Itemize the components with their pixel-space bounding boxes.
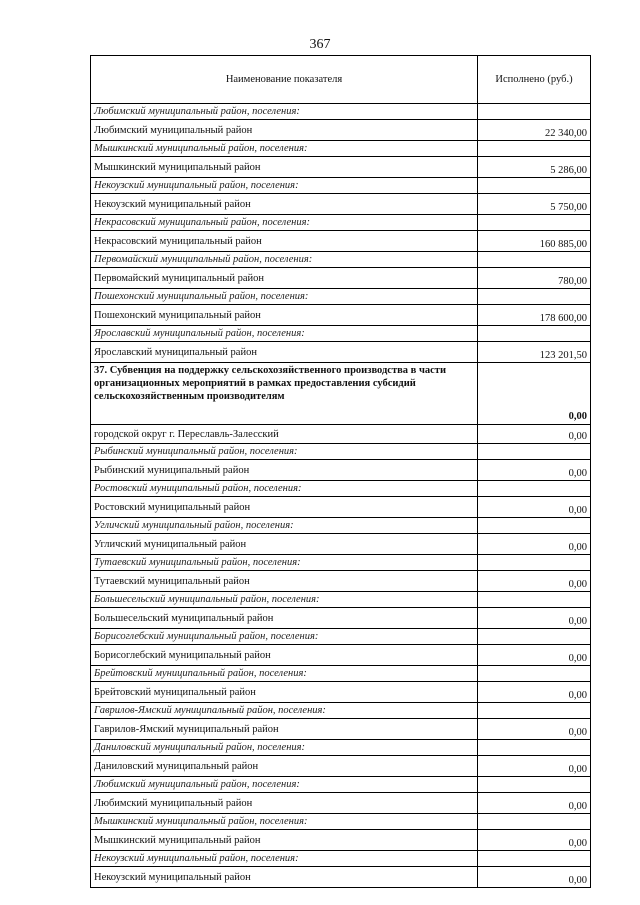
row-value: 0,00 xyxy=(478,608,591,629)
table-body-bottom xyxy=(91,444,591,888)
row-value xyxy=(478,104,591,120)
table-row xyxy=(91,497,591,518)
row-value: 0,00 xyxy=(478,756,591,777)
row-value xyxy=(478,814,591,830)
table-row xyxy=(91,157,591,178)
row-name: Большесельский муниципальный район xyxy=(91,608,478,629)
row-value xyxy=(478,178,591,194)
table-row xyxy=(91,120,591,141)
row-value xyxy=(478,555,591,571)
subheader-row xyxy=(91,252,591,268)
row-value: 0,00 xyxy=(478,571,591,592)
row-name: Угличский муниципальный район xyxy=(91,534,478,555)
row-value: 178 600,00 xyxy=(478,305,591,326)
row-value xyxy=(478,141,591,157)
subheader-row xyxy=(91,629,591,645)
subheader-label: Пошехонский муниципальный район, поселения: xyxy=(91,289,478,305)
section-title: 37. Субвенция на поддержку сельскохозяйственного производства в части организационных мероприятий в рамках предоставления субсидий сельскохозяйственным производителям xyxy=(91,363,478,425)
city-row xyxy=(91,425,591,444)
row-name: Некрасовский муниципальный район xyxy=(91,231,478,252)
row-value xyxy=(478,666,591,682)
row-value xyxy=(478,289,591,305)
section-total: 0,00 xyxy=(478,363,591,425)
row-value xyxy=(478,444,591,460)
subheader-row xyxy=(91,326,591,342)
city-row-value: 0,00 xyxy=(478,425,591,444)
row-value: 0,00 xyxy=(478,534,591,555)
city-row-name: городской округ г. Переславль-Залесский xyxy=(91,425,478,444)
row-value xyxy=(478,252,591,268)
row-value xyxy=(478,215,591,231)
row-name: Брейтовский муниципальный район xyxy=(91,682,478,703)
subheader-row xyxy=(91,740,591,756)
table-row xyxy=(91,534,591,555)
row-value: 0,00 xyxy=(478,719,591,740)
row-name: Тутаевский муниципальный район xyxy=(91,571,478,592)
row-value xyxy=(478,777,591,793)
row-value: 0,00 xyxy=(478,497,591,518)
subheader-row xyxy=(91,814,591,830)
subheader-row xyxy=(91,141,591,157)
subheader-label: Тутаевский муниципальный район, поселения: xyxy=(91,555,478,571)
row-name: Любимский муниципальный район xyxy=(91,793,478,814)
table-row xyxy=(91,830,591,851)
subheader-row xyxy=(91,851,591,867)
subheader-label: Некоузский муниципальный район, поселения: xyxy=(91,851,478,867)
subheader-label: Борисоглебский муниципальный район, поселения: xyxy=(91,629,478,645)
row-value: 5 750,00 xyxy=(478,194,591,215)
row-value xyxy=(478,851,591,867)
row-name: Любимский муниципальный район xyxy=(91,120,478,141)
row-value xyxy=(478,703,591,719)
row-value xyxy=(478,629,591,645)
row-value xyxy=(478,592,591,608)
table-row xyxy=(91,645,591,666)
table-row xyxy=(91,194,591,215)
row-value xyxy=(478,518,591,534)
row-name: Ростовский муниципальный район xyxy=(91,497,478,518)
row-value: 5 286,00 xyxy=(478,157,591,178)
row-name: Борисоглебский муниципальный район xyxy=(91,645,478,666)
row-name: Гаврилов-Ямский муниципальный район xyxy=(91,719,478,740)
row-name: Некоузский муниципальный район xyxy=(91,867,478,888)
table-row xyxy=(91,682,591,703)
subheader-label: Даниловский муниципальный район, поселения: xyxy=(91,740,478,756)
subheader-row xyxy=(91,178,591,194)
subheader-row xyxy=(91,518,591,534)
subheader-label: Мышкинский муниципальный район, поселения: xyxy=(91,141,478,157)
column-header-value: Исполнено (руб.) xyxy=(478,56,591,104)
subheader-label: Большесельский муниципальный район, поселения: xyxy=(91,592,478,608)
row-name: Мышкинский муниципальный район xyxy=(91,157,478,178)
row-value: 22 340,00 xyxy=(478,120,591,141)
table-row xyxy=(91,756,591,777)
row-name: Рыбинский муниципальный район xyxy=(91,460,478,481)
row-value xyxy=(478,326,591,342)
subheader-label: Некрасовский муниципальный район, поселения: xyxy=(91,215,478,231)
table-header-row xyxy=(91,56,591,104)
subheader-label: Первомайский муниципальный район, поселения: xyxy=(91,252,478,268)
subheader-row xyxy=(91,104,591,120)
subheader-row xyxy=(91,289,591,305)
table-row xyxy=(91,231,591,252)
subheader-row xyxy=(91,777,591,793)
row-name: Ярославский муниципальный район xyxy=(91,342,478,363)
column-header-name: Наименование показателя xyxy=(91,56,478,104)
subheader-row xyxy=(91,215,591,231)
row-value: 0,00 xyxy=(478,460,591,481)
row-value xyxy=(478,481,591,497)
table-row xyxy=(91,305,591,326)
subheader-label: Любимский муниципальный район, поселения: xyxy=(91,777,478,793)
row-value: 0,00 xyxy=(478,682,591,703)
section-row xyxy=(91,363,591,425)
subheader-row xyxy=(91,555,591,571)
row-value: 0,00 xyxy=(478,793,591,814)
table-body-top xyxy=(91,104,591,363)
subheader-row xyxy=(91,592,591,608)
table-row xyxy=(91,571,591,592)
table-row xyxy=(91,342,591,363)
row-value: 160 885,00 xyxy=(478,231,591,252)
row-name: Некоузский муниципальный район xyxy=(91,194,478,215)
row-name: Даниловский муниципальный район xyxy=(91,756,478,777)
subheader-row xyxy=(91,703,591,719)
subheader-label: Любимский муниципальный район, поселения: xyxy=(91,104,478,120)
table-body-section xyxy=(91,363,591,444)
table-row xyxy=(91,793,591,814)
row-value: 0,00 xyxy=(478,830,591,851)
row-name: Мышкинский муниципальный район xyxy=(91,830,478,851)
row-name: Пошехонский муниципальный район xyxy=(91,305,478,326)
subheader-label: Рыбинский муниципальный район, поселения: xyxy=(91,444,478,460)
row-value: 0,00 xyxy=(478,867,591,888)
row-value xyxy=(478,740,591,756)
subheader-label: Мышкинский муниципальный район, поселения: xyxy=(91,814,478,830)
subheader-label: Брейтовский муниципальный район, поселения: xyxy=(91,666,478,682)
subheader-label: Некоузский муниципальный район, поселения: xyxy=(91,178,478,194)
table-row xyxy=(91,268,591,289)
subheader-row xyxy=(91,666,591,682)
subheader-label: Гаврилов-Ямский муниципальный район, поселения: xyxy=(91,703,478,719)
row-name: Первомайский муниципальный район xyxy=(91,268,478,289)
subheader-label: Угличский муниципальный район, поселения: xyxy=(91,518,478,534)
row-value: 123 201,50 xyxy=(478,342,591,363)
table-row xyxy=(91,867,591,888)
budget-table xyxy=(90,55,591,888)
subheader-row xyxy=(91,444,591,460)
row-value: 780,00 xyxy=(478,268,591,289)
table-row xyxy=(91,608,591,629)
subheader-label: Ярославский муниципальный район, поселения: xyxy=(91,326,478,342)
table-row xyxy=(91,719,591,740)
row-value: 0,00 xyxy=(478,645,591,666)
subheader-label: Ростовский муниципальный район, поселения: xyxy=(91,481,478,497)
subheader-row xyxy=(91,481,591,497)
table-row xyxy=(91,460,591,481)
page-number: 367 xyxy=(309,37,331,52)
